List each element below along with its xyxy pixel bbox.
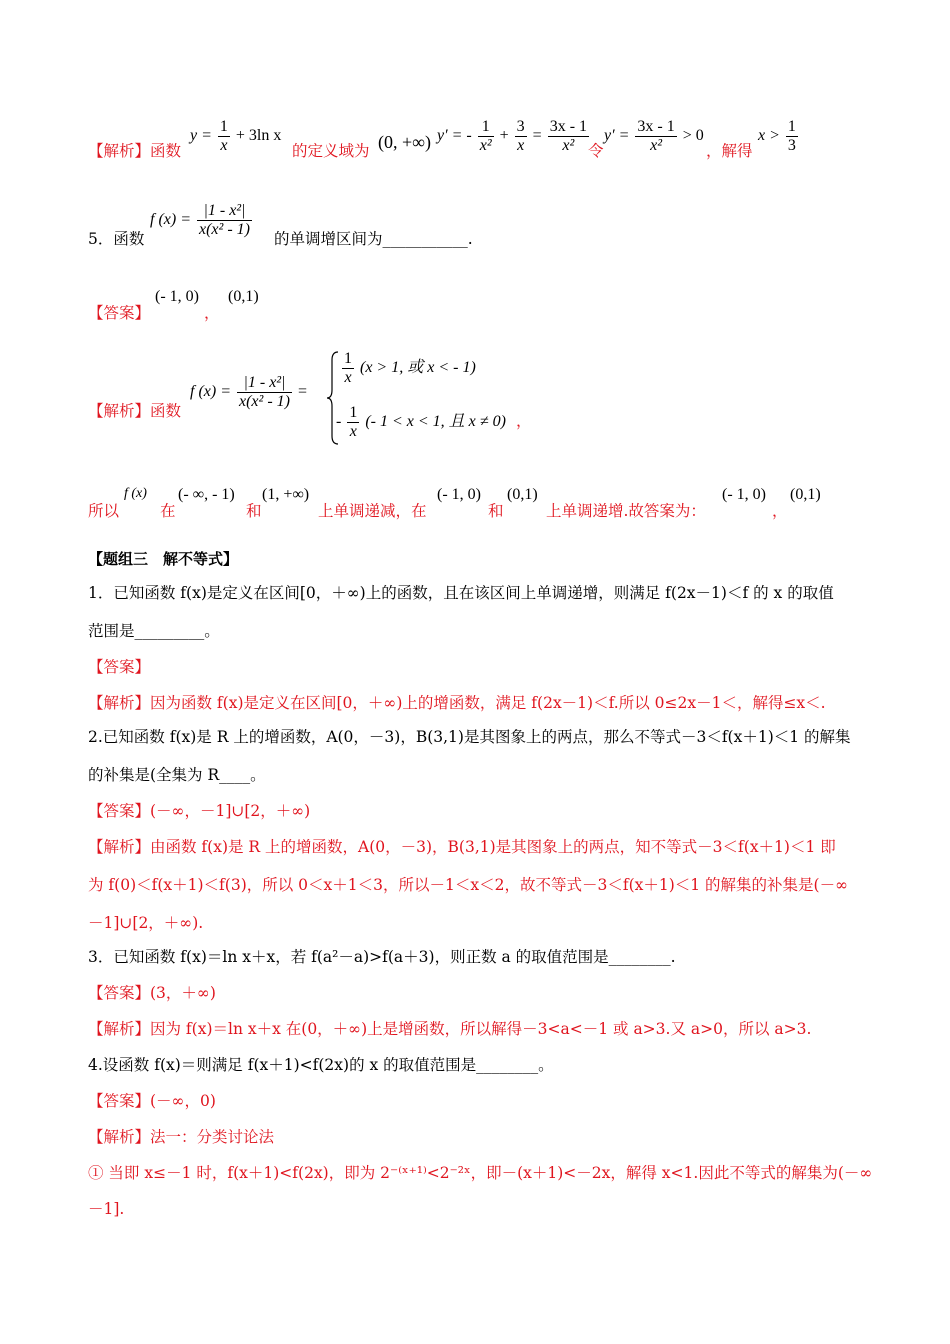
math-yprime: y′ =	[604, 127, 630, 145]
frac-den: x²	[650, 137, 663, 154]
fraction-1-over-x	[342, 350, 354, 387]
answer-5-tag: 【答案】	[88, 304, 151, 322]
fraction-3x-1-over-x2	[635, 118, 676, 155]
text-function: 函数	[150, 402, 182, 420]
problem-2-explanation-2: 为 f(0)＜f(x＋1)＜f(3)，所以 0＜x＋1＜3，所以－1＜x＜2，故不等式－3＜f(x＋1)＜1 的解集的补集是(－∞	[88, 876, 849, 894]
math-e5-function	[190, 374, 307, 411]
frac-num: 1	[344, 350, 352, 367]
math-y-definition	[190, 118, 281, 155]
frac-den: x(x² - 1)	[199, 221, 250, 238]
math-gt-zero: > 0	[682, 127, 704, 145]
problem-3-line-1: 3．已知函数 f(x)＝ln x＋x，若 f(a²－a)>f(a＋3)，则正数 a 的取值范围是________.	[88, 948, 676, 966]
problem-4-case-1: ① 当即 x≤－1 时，f(x＋1)<f(2x)，即为 2⁻⁽ˣ⁺¹⁾<2⁻²ˣ，即－(x＋1)<－2x，解得 x<1.因此不等式的解集为(－∞	[88, 1164, 873, 1182]
problem-2-line-1: 2.已知函数 f(x)是 R 上的增函数，A(0，－3)，B(3,1)是其图象上的两点，那么不等式－3＜f(x＋1)＜1 的解集	[88, 728, 851, 746]
problem-3-explanation: 【解析】因为 f(x)＝ln x＋x 在(0，＋∞)上是增函数，所以解得－3<a<－1 或 a>3.又 a>0，所以 a>3.	[88, 1020, 812, 1038]
problem-4-explanation: 【解析】法一：分类讨论法	[88, 1128, 275, 1146]
math-plus: +	[499, 127, 509, 145]
frac-den: x	[517, 137, 525, 154]
frac-den: x²	[562, 137, 575, 154]
math-interval-pos-inf: (1, +∞)	[262, 486, 310, 503]
conclusion-increasing: 上单调递增.故答案为：	[546, 502, 706, 520]
text-domain-is: 的定义域为	[292, 142, 370, 160]
conclusion-and-1: 和	[246, 502, 262, 520]
math-derivative	[437, 118, 591, 155]
math-fx: f (x) =	[150, 211, 191, 229]
math-answer-interval-2: (0,1)	[790, 486, 821, 503]
problem-4-answer: 【答案】(－∞，0)	[88, 1092, 216, 1110]
conclusion-so: 所以	[88, 502, 120, 520]
section-heading: 【题组三 解不等式】	[88, 550, 239, 568]
frac-num: |1 - x²|	[197, 202, 252, 221]
math-q5-function	[150, 202, 254, 239]
frac-den: x(x² - 1)	[239, 393, 290, 410]
text-let: 令	[588, 142, 604, 160]
text-function: 函数	[150, 142, 182, 160]
problem-2-explanation-3: －1]∪[2，＋∞).	[88, 914, 204, 932]
math-piecewise-case-2	[336, 404, 506, 441]
problem-2-explanation-1: 【解析】由函数 f(x)是 R 上的增函数，A(0，－3)，B(3,1)是其图象上的两点，知不等式－3＜f(x＋1)＜1 即	[88, 838, 836, 856]
problem-1-line-2: 范围是_________。	[88, 622, 220, 640]
math-fx: f (x)	[124, 486, 147, 501]
conclusion-on: 在	[160, 502, 176, 520]
problem-2-line-2: 的补集是(全集为 R____。	[88, 766, 266, 784]
math-condition-1: (x > 1, 或 x < - 1)	[360, 359, 476, 377]
math-y-eq: y =	[190, 127, 212, 145]
math-a5-interval-1: (- 1, 0)	[155, 288, 199, 305]
question-5-prefix: 5．函数	[88, 230, 145, 248]
math-eq: =	[297, 383, 308, 401]
math-x-gt: x >	[758, 127, 780, 145]
problem-3-answer: 【答案】(3，＋∞)	[88, 984, 216, 1002]
analysis-tag: 【解析】	[88, 402, 151, 420]
problem-1-explanation: 【解析】因为函数 f(x)是定义在区间[0，＋∞)上的增函数，满足 f(2x－1)＜f.所以 0≤2x－1＜，解得≤x＜.	[88, 694, 826, 712]
frac-num: 3x - 1	[637, 118, 675, 135]
frac-den: x	[344, 369, 352, 386]
text-solve: ，解得	[706, 142, 753, 160]
answer-5-comma: ，	[204, 304, 220, 322]
fraction-3-over-x	[515, 118, 527, 155]
math-3lnx: + 3ln x	[235, 127, 282, 145]
analysis-line-domain	[88, 140, 181, 162]
math-domain-interval: (0, +∞)	[378, 132, 431, 152]
frac-num: 1	[349, 404, 358, 421]
math-minus: -	[336, 413, 342, 431]
math-derivative-positive	[604, 118, 704, 155]
problem-1-answer: 【答案】	[88, 658, 151, 676]
math-interval-neg-inf: (- ∞, - 1)	[178, 486, 235, 503]
problem-1-line-1: 1．已知函数 f(x)是定义在区间[0，＋∞)上的函数，且在该区间上单调递增，则满足 f(2x－1)＜f 的 x 的取值	[88, 584, 834, 602]
math-yprime: y′ = -	[437, 127, 472, 145]
fraction-1-over-x2	[478, 118, 494, 155]
math-a5-interval-2: (0,1)	[228, 288, 259, 305]
frac-den: 3	[787, 137, 796, 154]
math-answer-interval-1: (- 1, 0)	[722, 486, 766, 503]
frac-num: 1	[787, 118, 796, 135]
frac-num: 3x - 1	[549, 118, 588, 135]
problem-4-case-1-cont: －1].	[88, 1200, 125, 1218]
explanation-5-tag	[88, 400, 181, 422]
question-5-tail: 的单调增区间为___________.	[274, 230, 473, 248]
fraction-1-over-x	[347, 404, 359, 441]
frac-num: |1 - x²|	[237, 374, 292, 393]
analysis-tag: 【解析】	[88, 142, 151, 160]
fraction-q5	[197, 202, 252, 239]
fraction-e5	[237, 374, 292, 411]
explanation-5-end: ，	[516, 412, 532, 430]
conclusion-comma: ，	[772, 502, 788, 520]
frac-num: 1	[478, 118, 494, 137]
conclusion-and-2: 和	[488, 502, 504, 520]
math-condition-2: (- 1 < x < 1, 且 x ≠ 0)	[365, 413, 506, 431]
fraction-1-over-x	[218, 118, 230, 155]
problem-2-answer: 【答案】(－∞，－1]∪[2，＋∞)	[88, 802, 311, 820]
math-interval-neg1-0: (- 1, 0)	[437, 486, 481, 503]
fraction-1-over-3	[786, 118, 798, 155]
frac-den: x	[220, 137, 228, 154]
math-eq: =	[532, 127, 542, 145]
fraction-3x-1-over-x2	[548, 118, 589, 155]
conclusion-decreasing: 上单调递减，在	[318, 502, 427, 520]
math-fx: f (x) =	[190, 383, 231, 401]
math-x-gt-third	[758, 118, 800, 155]
frac-num: 1	[219, 118, 228, 135]
math-piecewise-case-1	[340, 350, 476, 387]
problem-4-line-1: 4.设函数 f(x)＝则满足 f(x＋1)<f(2x)的 x 的取值范围是________。	[88, 1056, 554, 1074]
frac-num: 3	[516, 118, 525, 135]
frac-den: x²	[479, 137, 492, 154]
math-interval-0-1: (0,1)	[507, 486, 538, 503]
frac-den: x	[349, 423, 357, 440]
